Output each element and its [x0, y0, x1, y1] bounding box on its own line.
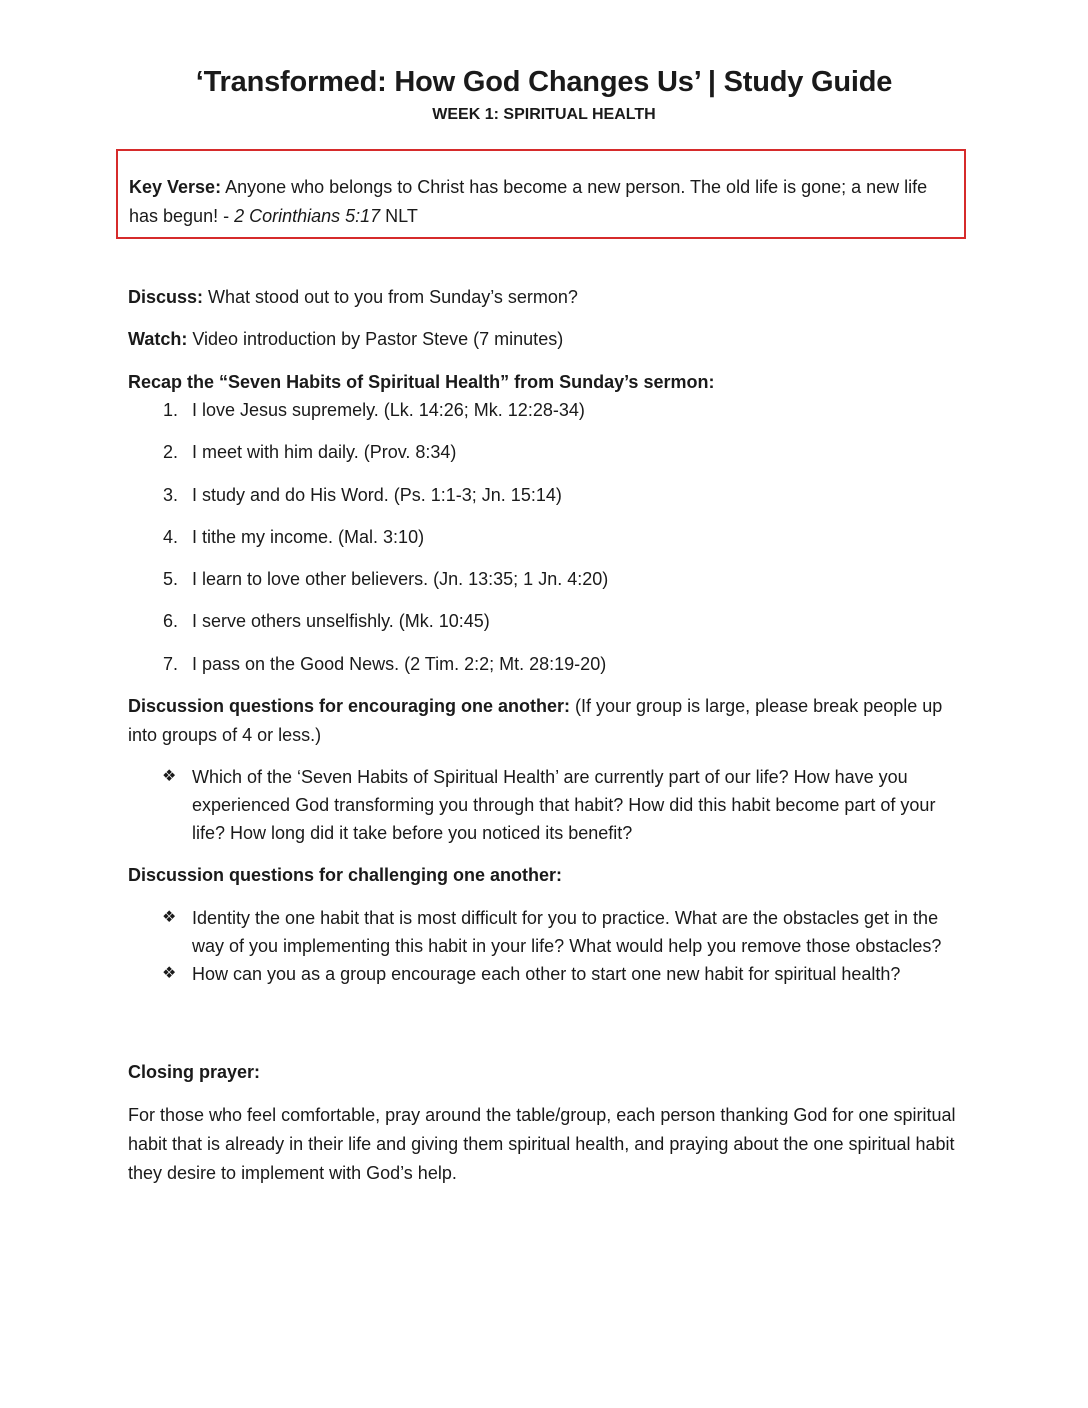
recap-heading: Recap the “Seven Habits of Spiritual Health” from Sunday’s sermon: [128, 372, 715, 392]
list-item [128, 567, 948, 609]
closing-heading: Closing prayer: [128, 1062, 261, 1082]
question-text: Identity the one habit that is most difficult for you to practice. What are the obstacles get in the way of you implementing this habit in your life? What would help you remove those obstacles? [192, 908, 942, 956]
question-text: How can you as a group encourage each other to start one new habit for spiritual health? [192, 964, 901, 984]
key-verse-reference: 2 Corinthians 5:17 [234, 206, 381, 226]
habit-text: I tithe my income. (Mal. 3:10) [192, 526, 425, 547]
key-verse-version: NLT [380, 206, 418, 226]
encouraging-heading: Discussion questions for encouraging one another: [128, 696, 571, 716]
discuss-label: Discuss: [128, 287, 204, 307]
closing-text: For those who feel comfortable, pray around the table/group, each person thanking God for one spiritual habit that is already in their life and giving them spiritual health, and praying about the one spiritual habit they desire to implement with God’s help. [128, 1105, 956, 1183]
list-item [162, 763, 962, 847]
habit-text: I serve others unselfishly. (Mk. 10:45) [192, 611, 490, 632]
challenging-heading: Discussion questions for challenging one another: [128, 865, 563, 885]
diamond-quad-icon: ❖ [162, 965, 177, 982]
encouraging-note: (If your group is large, please break people up into groups of 4 or less.) [128, 696, 943, 745]
habit-text: I love Jesus supremely. (Lk. 14:26; Mk. 12:28-34) [192, 400, 585, 420]
list-item [162, 960, 962, 988]
habit-text: I pass on the Good News. (2 Tim. 2:2; Mt. 28:19-20) [192, 653, 607, 674]
list-item [128, 609, 948, 651]
encouraging-section [128, 692, 968, 750]
page-subtitle: WEEK 1: SPIRITUAL HEALTH [432, 106, 656, 123]
list-number: 2. [162, 442, 178, 463]
list-number: 6. [162, 611, 178, 632]
page-title: ‘Transformed: How God Changes Us’ | Study Guide [195, 66, 893, 98]
question-text: Which of the ‘Seven Habits of Spiritual Health’ are currently part of our life? How have you experienced God transforming you through that habit? How did this habit become part of your life? How long did it take before you noticed its benefit? [192, 767, 936, 843]
habit-text: I learn to love other believers. (Jn. 13:35; 1 Jn. 4:20) [192, 569, 609, 590]
list-number: 5. [162, 569, 178, 590]
watch-line [128, 325, 968, 354]
list-item [128, 525, 948, 567]
watch-text: Video introduction by Pastor Steve (7 minutes) [187, 329, 564, 349]
key-verse-text: Anyone who belongs to Christ has become a new person. The old life is gone; a new life has begun! - [129, 177, 928, 226]
list-item [128, 483, 948, 525]
list-item [162, 904, 962, 960]
encouraging-questions [162, 763, 962, 847]
list-item [128, 440, 948, 482]
list-number: 7. [162, 653, 178, 674]
habit-text: I study and do His Word. (Ps. 1:1-3; Jn. 15:14) [192, 484, 562, 505]
key-verse-box [116, 149, 966, 239]
key-verse-label: Key Verse: [129, 177, 222, 197]
challenging-questions [162, 904, 962, 988]
list-number: 1. [162, 400, 178, 420]
habits-list [128, 398, 948, 694]
discuss-text: What stood out to you from Sunday’s sermon? [203, 287, 578, 307]
watch-label: Watch: [128, 329, 188, 349]
diamond-quad-icon: ❖ [162, 768, 177, 785]
list-item [128, 398, 948, 440]
list-item [128, 652, 948, 694]
discuss-line [128, 283, 968, 312]
list-number: 3. [162, 484, 178, 505]
list-number: 4. [162, 526, 178, 547]
diamond-quad-icon: ❖ [162, 909, 177, 926]
habit-text: I meet with him daily. (Prov. 8:34) [192, 442, 457, 463]
